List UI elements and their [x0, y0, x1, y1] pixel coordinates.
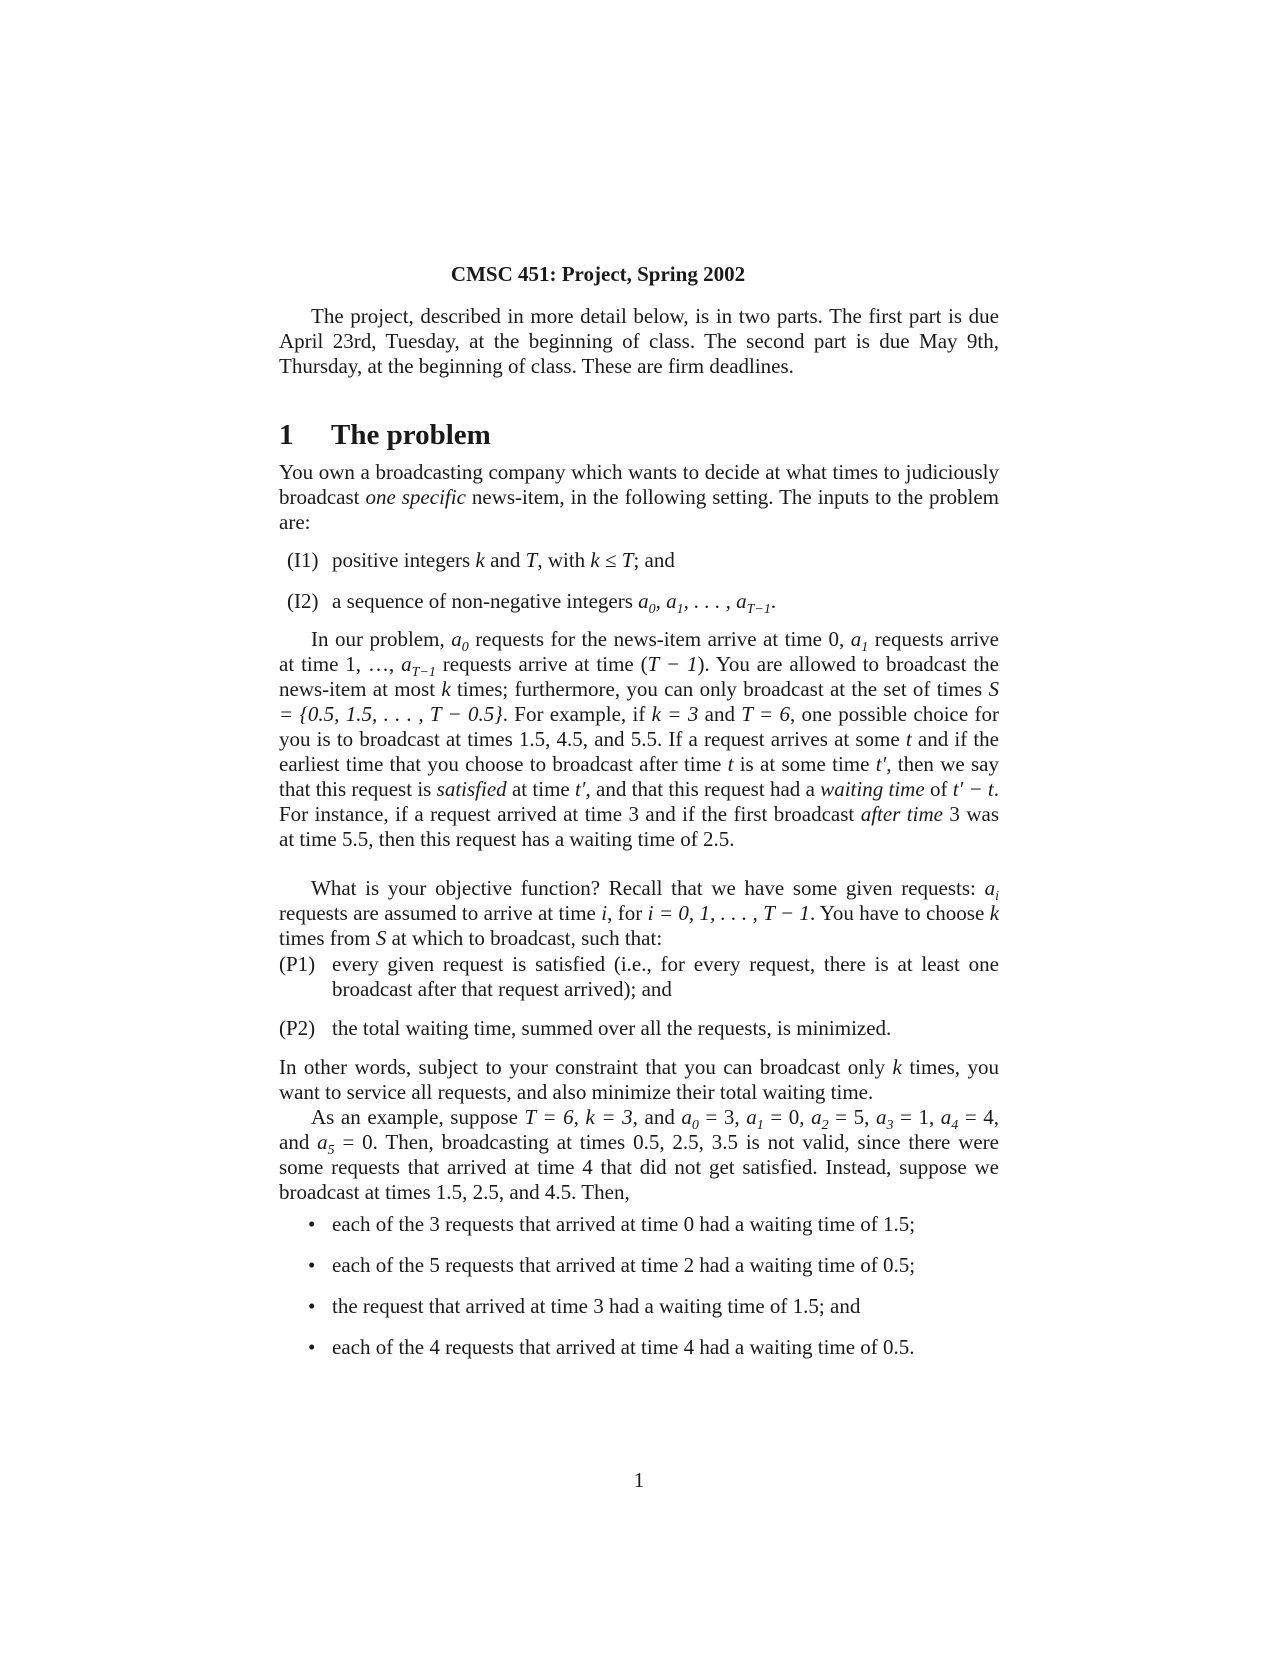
- bullet-icon: •: [308, 1335, 316, 1359]
- page-number: 1: [633, 1468, 645, 1492]
- summary-paragraph: In other words, subject to your constraint that you can broadcast only k times, you want to service all requests, and also minimize their total waiting time.: [279, 1055, 999, 1104]
- bullet-item: [308, 1212, 988, 1237]
- bullet-text: the request that arrived at time 3 had a waiting time of 1.5; and: [332, 1294, 861, 1318]
- math-k-le-T: k ≤ T: [590, 548, 634, 572]
- section-heading: [279, 418, 491, 452]
- bullet-text: each of the 5 requests that arrived at time 2 had a waiting time of 0.5;: [332, 1253, 916, 1277]
- item-text: every given request is satisfied (i.e., for every request, there is at least one broadcast after that request arrived); and: [332, 952, 999, 1001]
- item-text: a sequence of non-negative integers $a_0$, $a_1$, . . . , $a_{T-1}$.: [332, 589, 777, 618]
- text-run: , with: [537, 548, 591, 572]
- intro-paragraph: The project, described in more detail below, is in two parts. The first part is due April 23rd, Tuesday, at the beginning of class. The second part is due May 9th, Thursday, at the beginning of class. These are firm deadlines.: [279, 304, 999, 378]
- item-label: (I1): [287, 548, 319, 572]
- input-item-i1: [279, 548, 999, 573]
- text-run: You own a broadcasting company which wants to decide at what times to judiciously broadcast: [279, 460, 999, 509]
- bullet-icon: •: [308, 1294, 316, 1318]
- math-k: k: [475, 548, 485, 572]
- bullet-item: [308, 1253, 988, 1278]
- bullet-text: each of the 3 requests that arrived at time 0 had a waiting time of 1.5;: [332, 1212, 916, 1236]
- problem-intro-paragraph: [279, 460, 999, 535]
- bullet-item: [308, 1294, 988, 1319]
- bullet-icon: •: [308, 1253, 316, 1277]
- bullet-item: [308, 1335, 988, 1360]
- section-title: The problem: [331, 419, 491, 451]
- bullet-icon: •: [308, 1212, 316, 1236]
- text-run: a sequence of non-negative integers: [332, 589, 639, 613]
- property-item-p2: [279, 1016, 999, 1041]
- math-T: T: [525, 548, 538, 572]
- item-label: (P2): [279, 1016, 316, 1040]
- item-text: [279, 548, 999, 573]
- item-label: (P1): [279, 952, 316, 976]
- text-run: and: [484, 548, 526, 572]
- example-paragraph: As an example, suppose T = 6, k = 3, and $a_0 = 3$, $a_1 = 0$, $a_2 = 5$, $a_3 = 1$, $a_4 = 4$, and $a_5 = 0$. Then, broadcasting at times 0.5, 2.5, 3.5 is not valid, since there were some requests that arrived at time 4 that did not get satisfied. Instead, suppose we broadcast at times 1.5, 2.5, and 4.5. Then,: [279, 1105, 1000, 1204]
- section-number: 1: [279, 419, 294, 451]
- item-text: the total waiting time, summed over all the requests, is minimized.: [332, 1016, 892, 1040]
- input-item-i2: [279, 589, 999, 618]
- item-label: (I2): [287, 589, 319, 613]
- objective-paragraph: What is your objective function? Recall that we have some given requests: $a_i$ requests are assumed to arrive at time i, for i = 0, 1, . . . , T − 1. You have to choose k times from S at which to broadcast, such that:: [279, 876, 1000, 950]
- math-sequence: $a_0$, $a_1$, . . . , $a_{T-1}$: [638, 589, 771, 618]
- emphasis-text: one specific: [365, 485, 466, 509]
- text-run: positive integers: [332, 548, 476, 572]
- document-title: CMSC 451: Project, Spring 2002: [450, 262, 746, 286]
- text-run: ; and: [633, 548, 675, 572]
- document-page: [279, 0, 999, 1656]
- text-run: news-item, in the following setting. The inputs to the problem are:: [279, 485, 999, 534]
- property-item-p1: [279, 952, 999, 1002]
- problem-description-paragraph: In our problem, $a_0$ requests for the news-item arrive at time 0, $a_1$ requests arrive at time 1, …, $a_{T-1}$ requests arrive at time (T − 1). You are allowed to broadcast the news-item at most k times; furthermore, you can only broadcast at the set of times S = {0.5, 1.5, . . . , T − 0.5}. For example, if k = 3 and T = 6, one possible choice for you is to broadcast at times 1.5, 4.5, and 5.5. If a request arrives at some t and if the earliest time that you choose to broadcast after time t is at some time t′, then we say that this request is satisfied at time t′, and that this request had a waiting time of t′ − t. For instance, if a request arrived at time 3 and if the first broadcast after time 3 was at time 5.5, then this request has a waiting time of 2.5.: [279, 627, 1000, 851]
- bullet-text: each of the 4 requests that arrived at time 4 had a waiting time of 0.5.: [332, 1335, 915, 1359]
